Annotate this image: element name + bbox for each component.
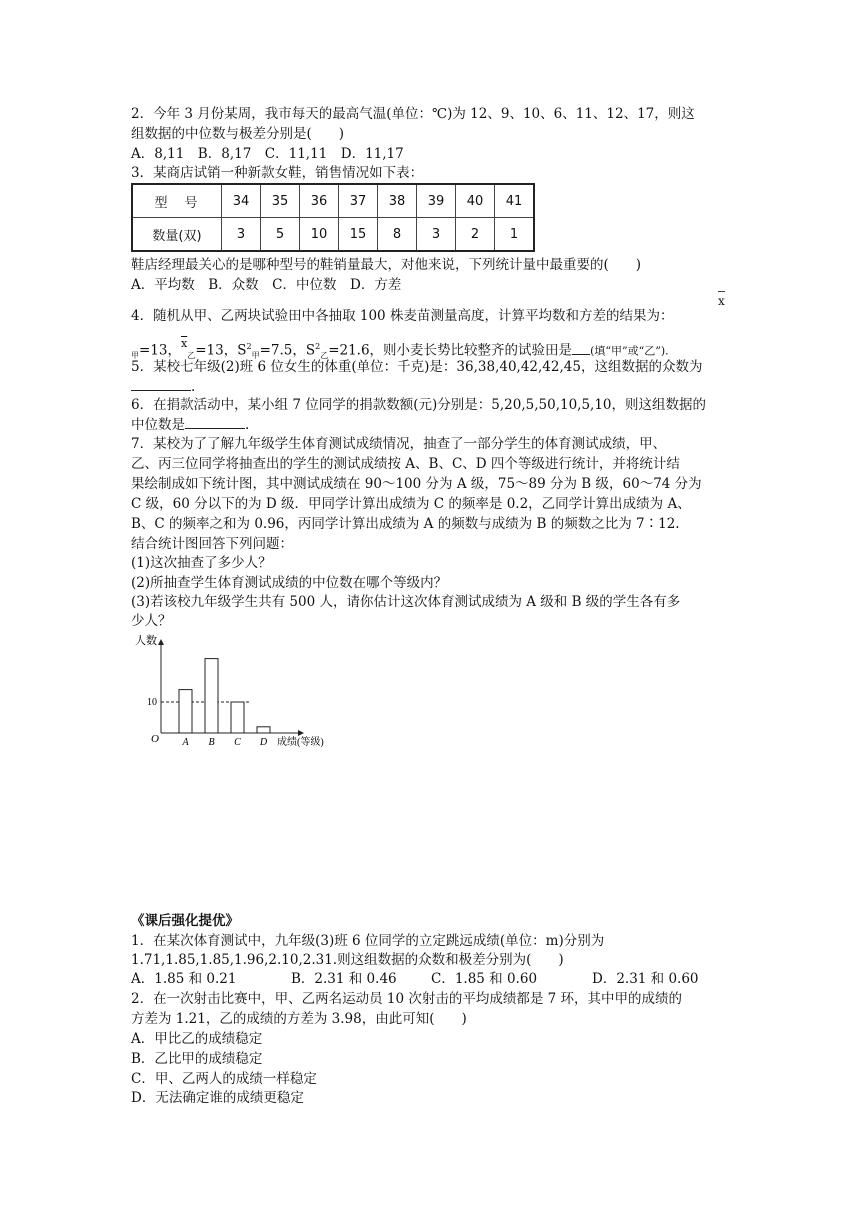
table-cell: 8 — [378, 218, 417, 252]
subscript-jia: 甲 — [131, 351, 139, 361]
q4-text: =7.5，S — [259, 342, 316, 359]
q7-line: B、C 的频率之和为 0.96，丙同学计算出成绩为 A 的频数与成绩为 B 的频数之比为 7∶12. — [131, 516, 680, 532]
subscript-yi: 乙 — [187, 351, 196, 361]
q7-line: 结合统计图回答下列问题： — [131, 536, 293, 552]
table-cell: 2 — [456, 218, 495, 252]
q5-line1: 5．某校七年级(2)班 6 位女生的体重(单位：千克)是：36,38,40,42,42,45，这组数据的众数为 — [131, 359, 703, 375]
q4-text: =21.6，则小麦长势比较整齐的试验田是 — [328, 342, 573, 359]
q6-line1: 6．在捐款活动中，某小组 7 位同学的捐款数额(元)分别是：5,20,5,50,10,5,10，则这组数据的 — [131, 397, 707, 413]
shoe-sales-table — [131, 183, 535, 252]
table-cell: 39 — [417, 184, 456, 218]
grade-bar-chart — [131, 632, 341, 754]
q4-line2: $_甲$=13，$^{\overline{x}}_乙$=13，$S^2_甲=7.5$，$S^2_乙=21.6$，则小麦长势比较整齐的试验田是 (填“甲”或“乙”). — [131, 336, 669, 361]
answer-blank[interactable] — [131, 377, 191, 391]
x-tick-label: A — [182, 737, 189, 748]
s2-q1-opt-c: C．1.85 和 0.60 — [431, 971, 538, 987]
q5-end: . — [191, 379, 196, 395]
table-header-size: 型 号 — [132, 184, 222, 218]
s2-q1-opt-a: A．1.85 和 0.21 — [131, 971, 237, 987]
bar-a — [179, 690, 192, 733]
q7-line: 乙、丙三位同学将抽查出的学生的测试成绩按 A、B、C、D 四个等级进行统计，并将统计结 — [131, 456, 680, 472]
q3-intro: 3．某商店试销一种新款女鞋，销售情况如下表： — [131, 165, 424, 181]
table-cell: 36 — [300, 184, 339, 218]
q7-line: 果绘制成如下统计图，其中测试成绩在 90～100 分为 A 级，75～89 分为 B 级，60～74 分为 — [131, 476, 702, 492]
table-cell: 15 — [339, 218, 378, 252]
bar-d — [257, 727, 270, 733]
q2-line1: 2．今年 3 月份某周，我市每天的最高气温(单位：℃)为 12、9、10、6、11、12、17，则这 — [131, 106, 695, 122]
x-tick-label: B — [208, 737, 215, 748]
q4-text: =13，S — [195, 342, 247, 359]
q6-end: . — [245, 417, 250, 433]
table-cell: 10 — [300, 218, 339, 252]
bar-c — [231, 702, 244, 733]
table-cell: 3 — [222, 218, 261, 252]
table-cell: 3 — [417, 218, 456, 252]
q3-after: 鞋店经理最关心的是哪种型号的鞋销量最大，对他来说，下列统计量中最重要的( ) — [131, 257, 642, 273]
s2-q1-opt-b: B．2.31 和 0.46 — [291, 971, 397, 987]
q3-options: A．平均数 B．众数 C．中位数 D．方差 — [131, 277, 402, 293]
q2-options: A．8,11 B．8,17 C．11,11 D．11,17 — [131, 146, 404, 162]
s2-q2-line1: 2．在一次射击比赛中，甲、乙两名运动员 10 次射击的平均成绩都是 7 环，其中甲的成绩的 — [131, 991, 683, 1007]
s2-q2-option: B．乙比甲的成绩稳定 — [131, 1051, 263, 1067]
s2-q2-option: C．甲、乙两人的成绩一样稳定 — [131, 1071, 317, 1087]
q7-line: (2)所抽查学生体育测试成绩的中位数在哪个等级内？ — [131, 575, 448, 591]
subscript-jia: 甲 — [251, 351, 260, 361]
table-cell: 37 — [339, 184, 378, 218]
table-cell: 38 — [378, 184, 417, 218]
q4-line1: 4．随机从甲、乙两块试验田中各抽取 100 株麦苗测量高度，计算平均数和方差的结果为： — [131, 308, 674, 324]
q5-line2 — [131, 377, 195, 396]
table-cell: 35 — [261, 184, 300, 218]
table-header-count: 数量(双) — [132, 218, 222, 252]
table-row — [132, 218, 534, 252]
bar-b — [205, 659, 218, 733]
section-title: 《课后强化提优》 — [131, 913, 239, 929]
s2-q2-option: D．无法确定谁的成绩更稳定 — [131, 1090, 304, 1106]
x-tick-label: D — [259, 737, 268, 748]
x-tick-label: C — [234, 737, 241, 748]
q7-line: (1)这次抽查了多少人？ — [131, 555, 272, 571]
origin-label: O — [151, 733, 159, 745]
s2-q1-opt-d: D．2.31 和 0.60 — [592, 971, 699, 987]
s2-q2-option: A．甲比乙的成绩稳定 — [131, 1031, 263, 1047]
q6-line2 — [131, 415, 249, 434]
q4-text: =13， — [139, 342, 181, 359]
q7-line: (3)若该校九年级学生共有 500 人，请你估计这次体育测试成绩为 A 级和 B 级的学生各有多 — [131, 594, 681, 610]
xbar-symbol: x — [718, 294, 725, 308]
q7-line: 7．某校为了了解九年级学生体育测试成绩情况，抽查了一部分学生的体育测试成绩，甲、 — [131, 436, 667, 452]
table-cell: 5 — [261, 218, 300, 252]
subscript-yi: 乙 — [320, 351, 329, 361]
y-tick-label: 10 — [147, 697, 157, 708]
y-axis-label: 人数 — [135, 635, 157, 647]
q2-line2: 组数据的中位数与极差分别是( ) — [131, 126, 345, 142]
q6-text: 中位数是 — [131, 417, 185, 433]
table-row — [132, 184, 534, 218]
x-axis-label: 成绩(等级) — [277, 737, 324, 748]
s2-q1-line2: 1.71,1.85,1.85,1.96,2.10,2.31.则这组数据的众数和极差分别为( ) — [131, 952, 564, 968]
s2-q1-line1: 1．在某次体育测试中，九年级(3)班 6 位同学的立定跳远成绩(单位：m)分别为 — [131, 933, 605, 949]
s2-q2-line2: 方差为 1.21，乙的成绩的方差为 3.98，由此可知( ) — [131, 1011, 467, 1027]
table-cell: 40 — [456, 184, 495, 218]
q7-line: 少人？ — [131, 613, 172, 629]
table-cell: 1 — [495, 218, 535, 252]
xbar-symbol: x — [181, 336, 188, 350]
q4-hint: (填“甲”或“乙”). — [590, 344, 669, 358]
table-cell: 34 — [222, 184, 261, 218]
q7-line: C 级，60 分以下的为 D 级．甲同学计算出成绩为 C 的频率是 0.2，乙同学计算出成绩为 A、 — [131, 496, 691, 512]
table-cell: 41 — [495, 184, 535, 218]
answer-blank[interactable] — [572, 341, 590, 355]
answer-blank[interactable] — [185, 415, 245, 429]
